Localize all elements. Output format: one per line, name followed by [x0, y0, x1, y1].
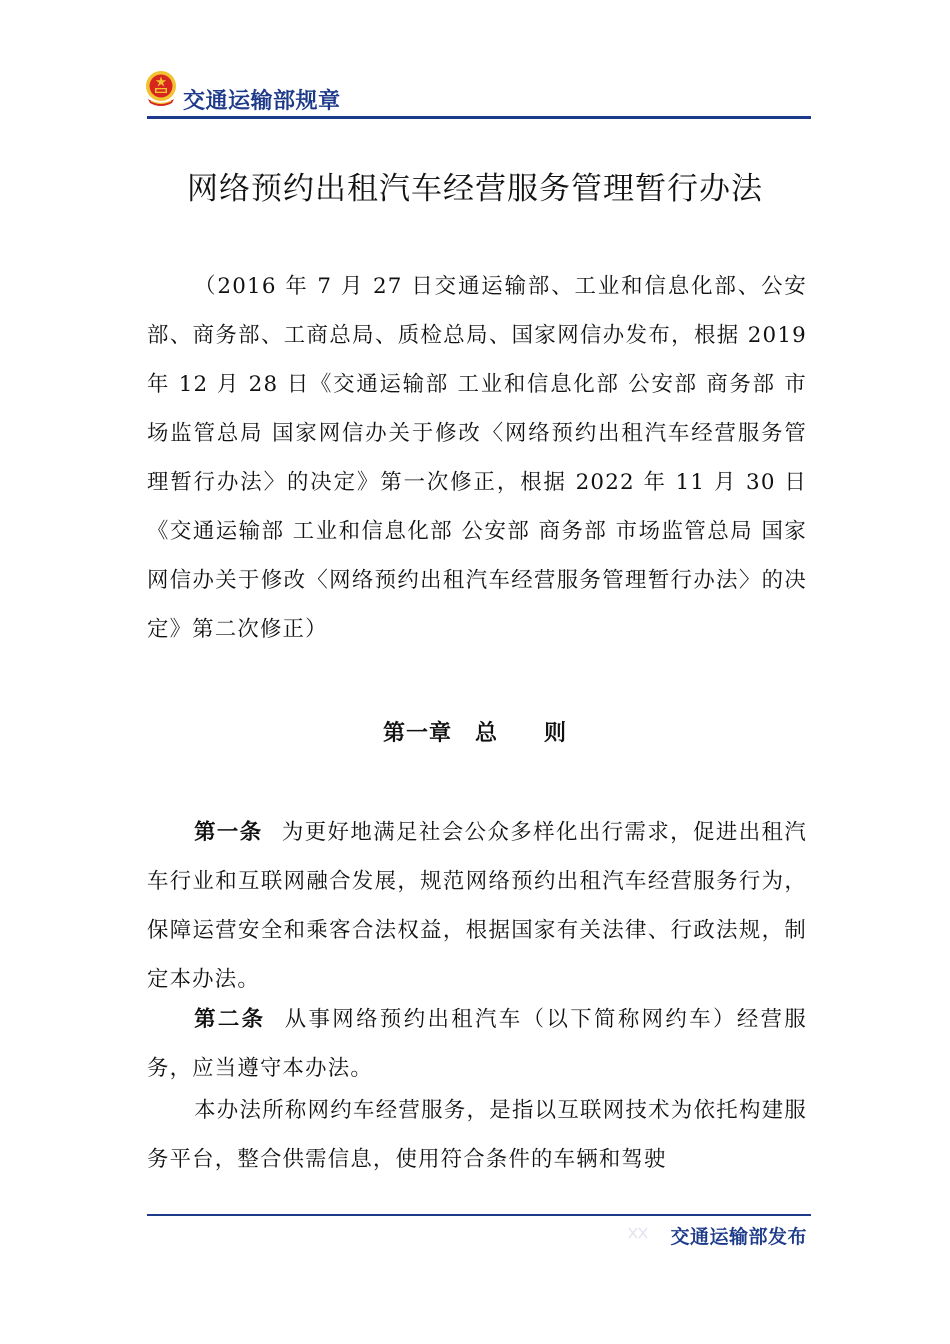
- article-2-paragraph: 本办法所称网约车经营服务，是指以互联网技术为依托构建服务平台，整合供需信息，使用符合条件的车辆和驾驶: [147, 1098, 807, 1172]
- article-1: [147, 808, 807, 1004]
- article-label: 第二条: [194, 1007, 266, 1032]
- chapter-heading: 第一章 总 则: [382, 721, 567, 746]
- page-header: [143, 66, 811, 116]
- article-label: 第一条: [194, 820, 263, 845]
- article-text: 为更好地满足社会公众多样化出行需求，促进出租汽车行业和互联网融合发展，规范网络预约出租汽车经营服务行为，保障运营安全和乘客合法权益，根据国家有关法律、行政法规，制定本办法。: [147, 820, 807, 992]
- header-title: 交通运输部规章: [183, 89, 341, 114]
- preamble-note: （2016 年 7 月 27 日交通运输部、工业和信息化部、公安部、商务部、工商总局、质检总局、国家网信办发布，根据 2019 年 12 月 28 日《交通运输部 工业和信息化部 公安部 商务部 市场监管总局 国家网信办关于修改〈网络预约出租汽车经营服务管理暂行办法〉的决定》第一次修正，根据 2022 年 11 月 30 日《交通运输部 工业和信息化部 公安部 商务部 市场监管总局 国家网信办关于修改〈网络预约出租汽车经营服务管理暂行办法〉的决定》第二次修正）: [147, 274, 807, 642]
- footer-publisher: 交通运输部发布: [670, 1226, 807, 1248]
- footer-divider: [147, 1214, 811, 1216]
- national-emblem-icon: [143, 68, 179, 108]
- watermark-icon: [628, 1226, 648, 1240]
- article-2: [147, 995, 807, 1093]
- document-title: 网络预约出租汽车经营服务管理暂行办法: [187, 171, 763, 207]
- header-divider: [147, 116, 811, 119]
- article-text: 从事网络预约出租汽车（以下简称网约车）经营服务，应当遵守本办法。: [147, 1007, 807, 1081]
